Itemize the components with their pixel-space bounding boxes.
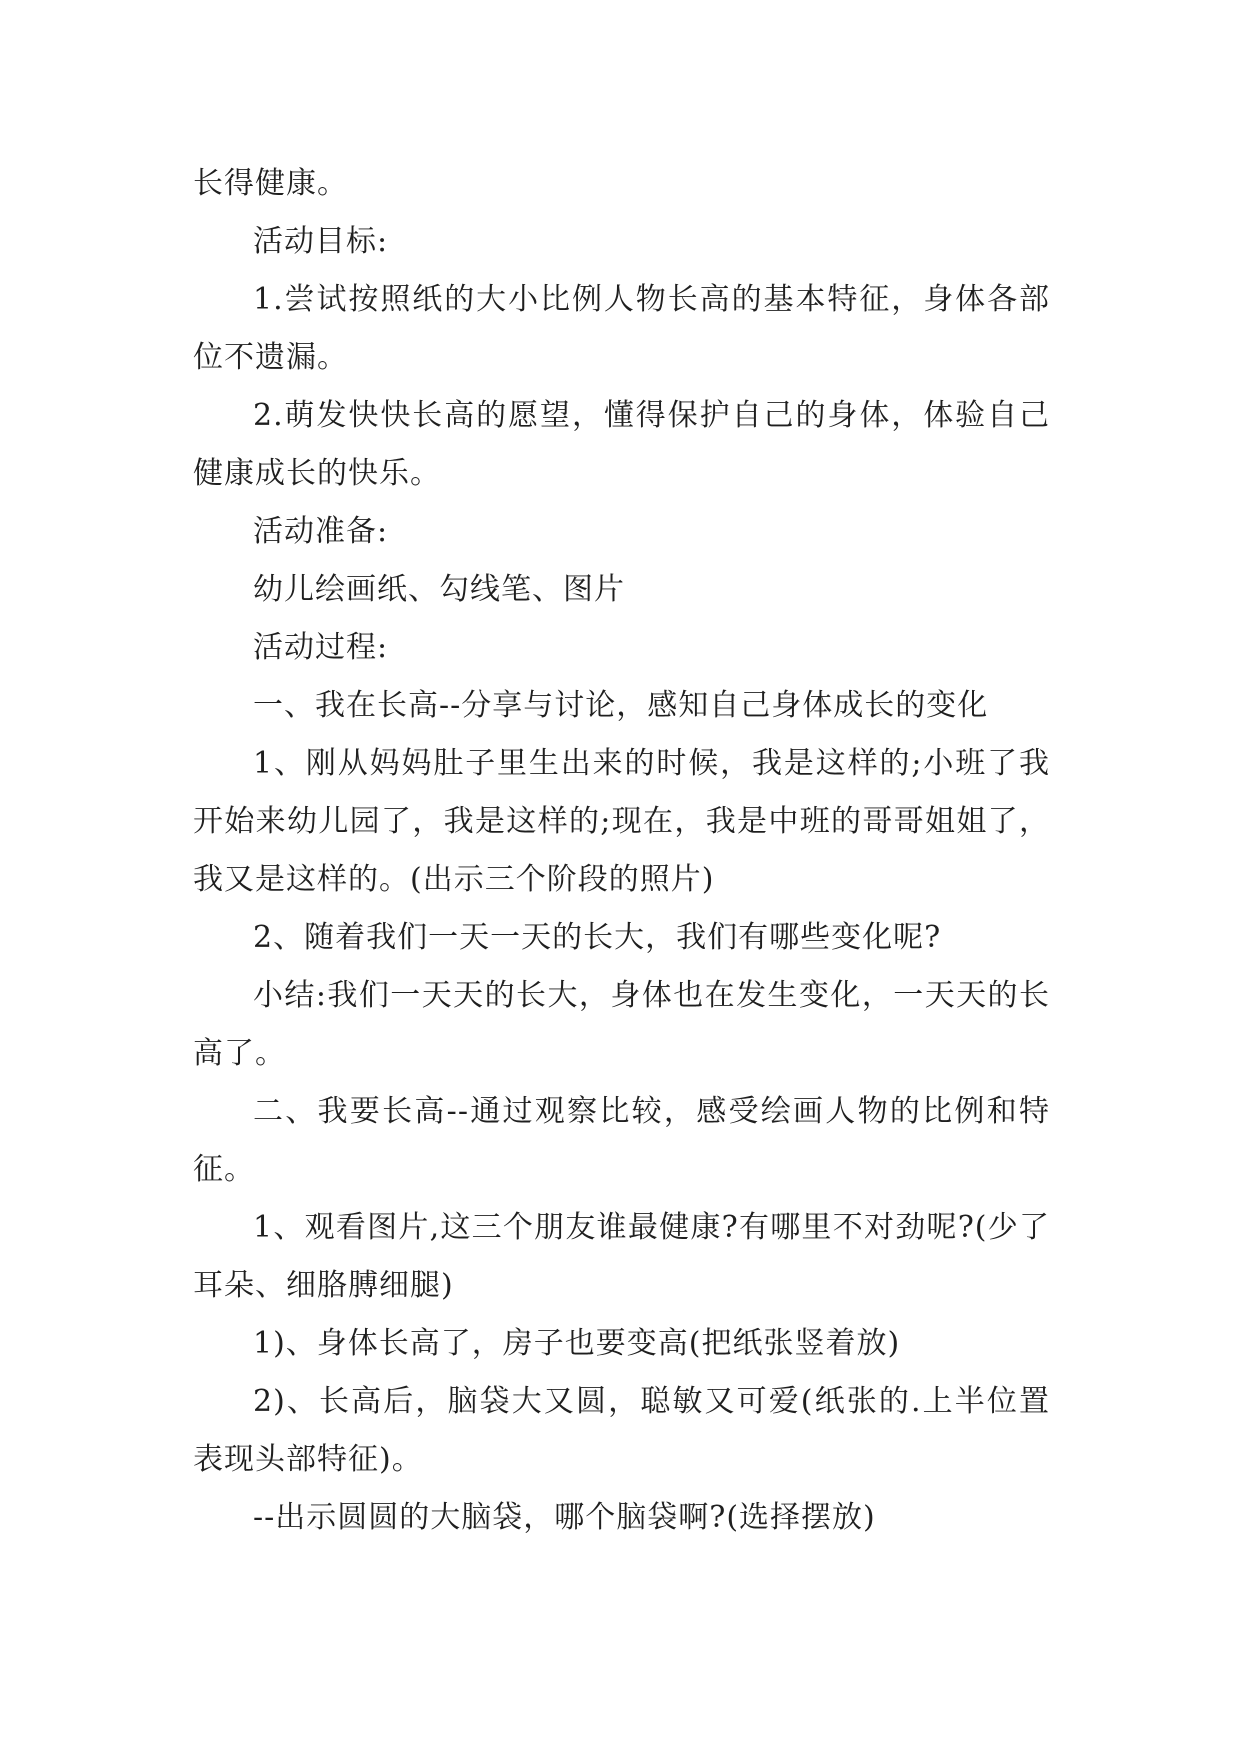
process-section-2-note: --出示圆圆的大脑袋，哪个脑袋啊?(选择摆放) — [253, 1500, 876, 1535]
preparation-materials: 幼儿绘画纸、勾线笔、图片 — [253, 572, 625, 607]
heading-activity-goals: 活动目标: — [253, 224, 389, 259]
process-section-1-step-2: 2、随着我们一天一天的长大，我们有哪些变化呢? — [253, 920, 942, 955]
heading-activity-process: 活动过程: — [253, 630, 389, 665]
process-section-1-step-1: 1、刚从妈妈肚子里生出来的时候，我是这样的;小班了我开始来幼儿园了，我是这样的;现在，我是中班的哥哥姐姐了，我又是这样的。(出示三个阶段的照片) — [193, 746, 1050, 897]
document-body — [193, 155, 1050, 1547]
paragraph-continuation: 长得健康。 — [193, 166, 348, 201]
goal-item-1: 1.尝试按照纸的大小比例人物长高的基本特征，身体各部位不遗漏。 — [193, 282, 1050, 375]
process-section-1-title: 一、我在长高--分享与讨论，感知自己身体成长的变化 — [253, 688, 989, 723]
heading-activity-preparation: 活动准备: — [253, 514, 389, 549]
process-section-2-substep-2: 2)、长高后，脑袋大又圆，聪敏又可爱(纸张的.上半位置表现头部特征)。 — [193, 1384, 1050, 1477]
process-section-2-step-1: 1、观看图片,这三个朋友谁最健康?有哪里不对劲呢?(少了耳朵、细胳膊细腿) — [193, 1210, 1050, 1303]
goal-item-2: 2.萌发快快长高的愿望，懂得保护自己的身体，体验自己健康成长的快乐。 — [193, 398, 1050, 491]
process-section-1-summary: 小结:我们一天天的长大，身体也在发生变化，一天天的长高了。 — [193, 978, 1050, 1071]
process-section-2-substep-1: 1)、身体长高了，房子也要变高(把纸张竖着放) — [253, 1326, 901, 1361]
process-section-2-title: 二、我要长高--通过观察比较，感受绘画人物的比例和特征。 — [193, 1094, 1050, 1187]
